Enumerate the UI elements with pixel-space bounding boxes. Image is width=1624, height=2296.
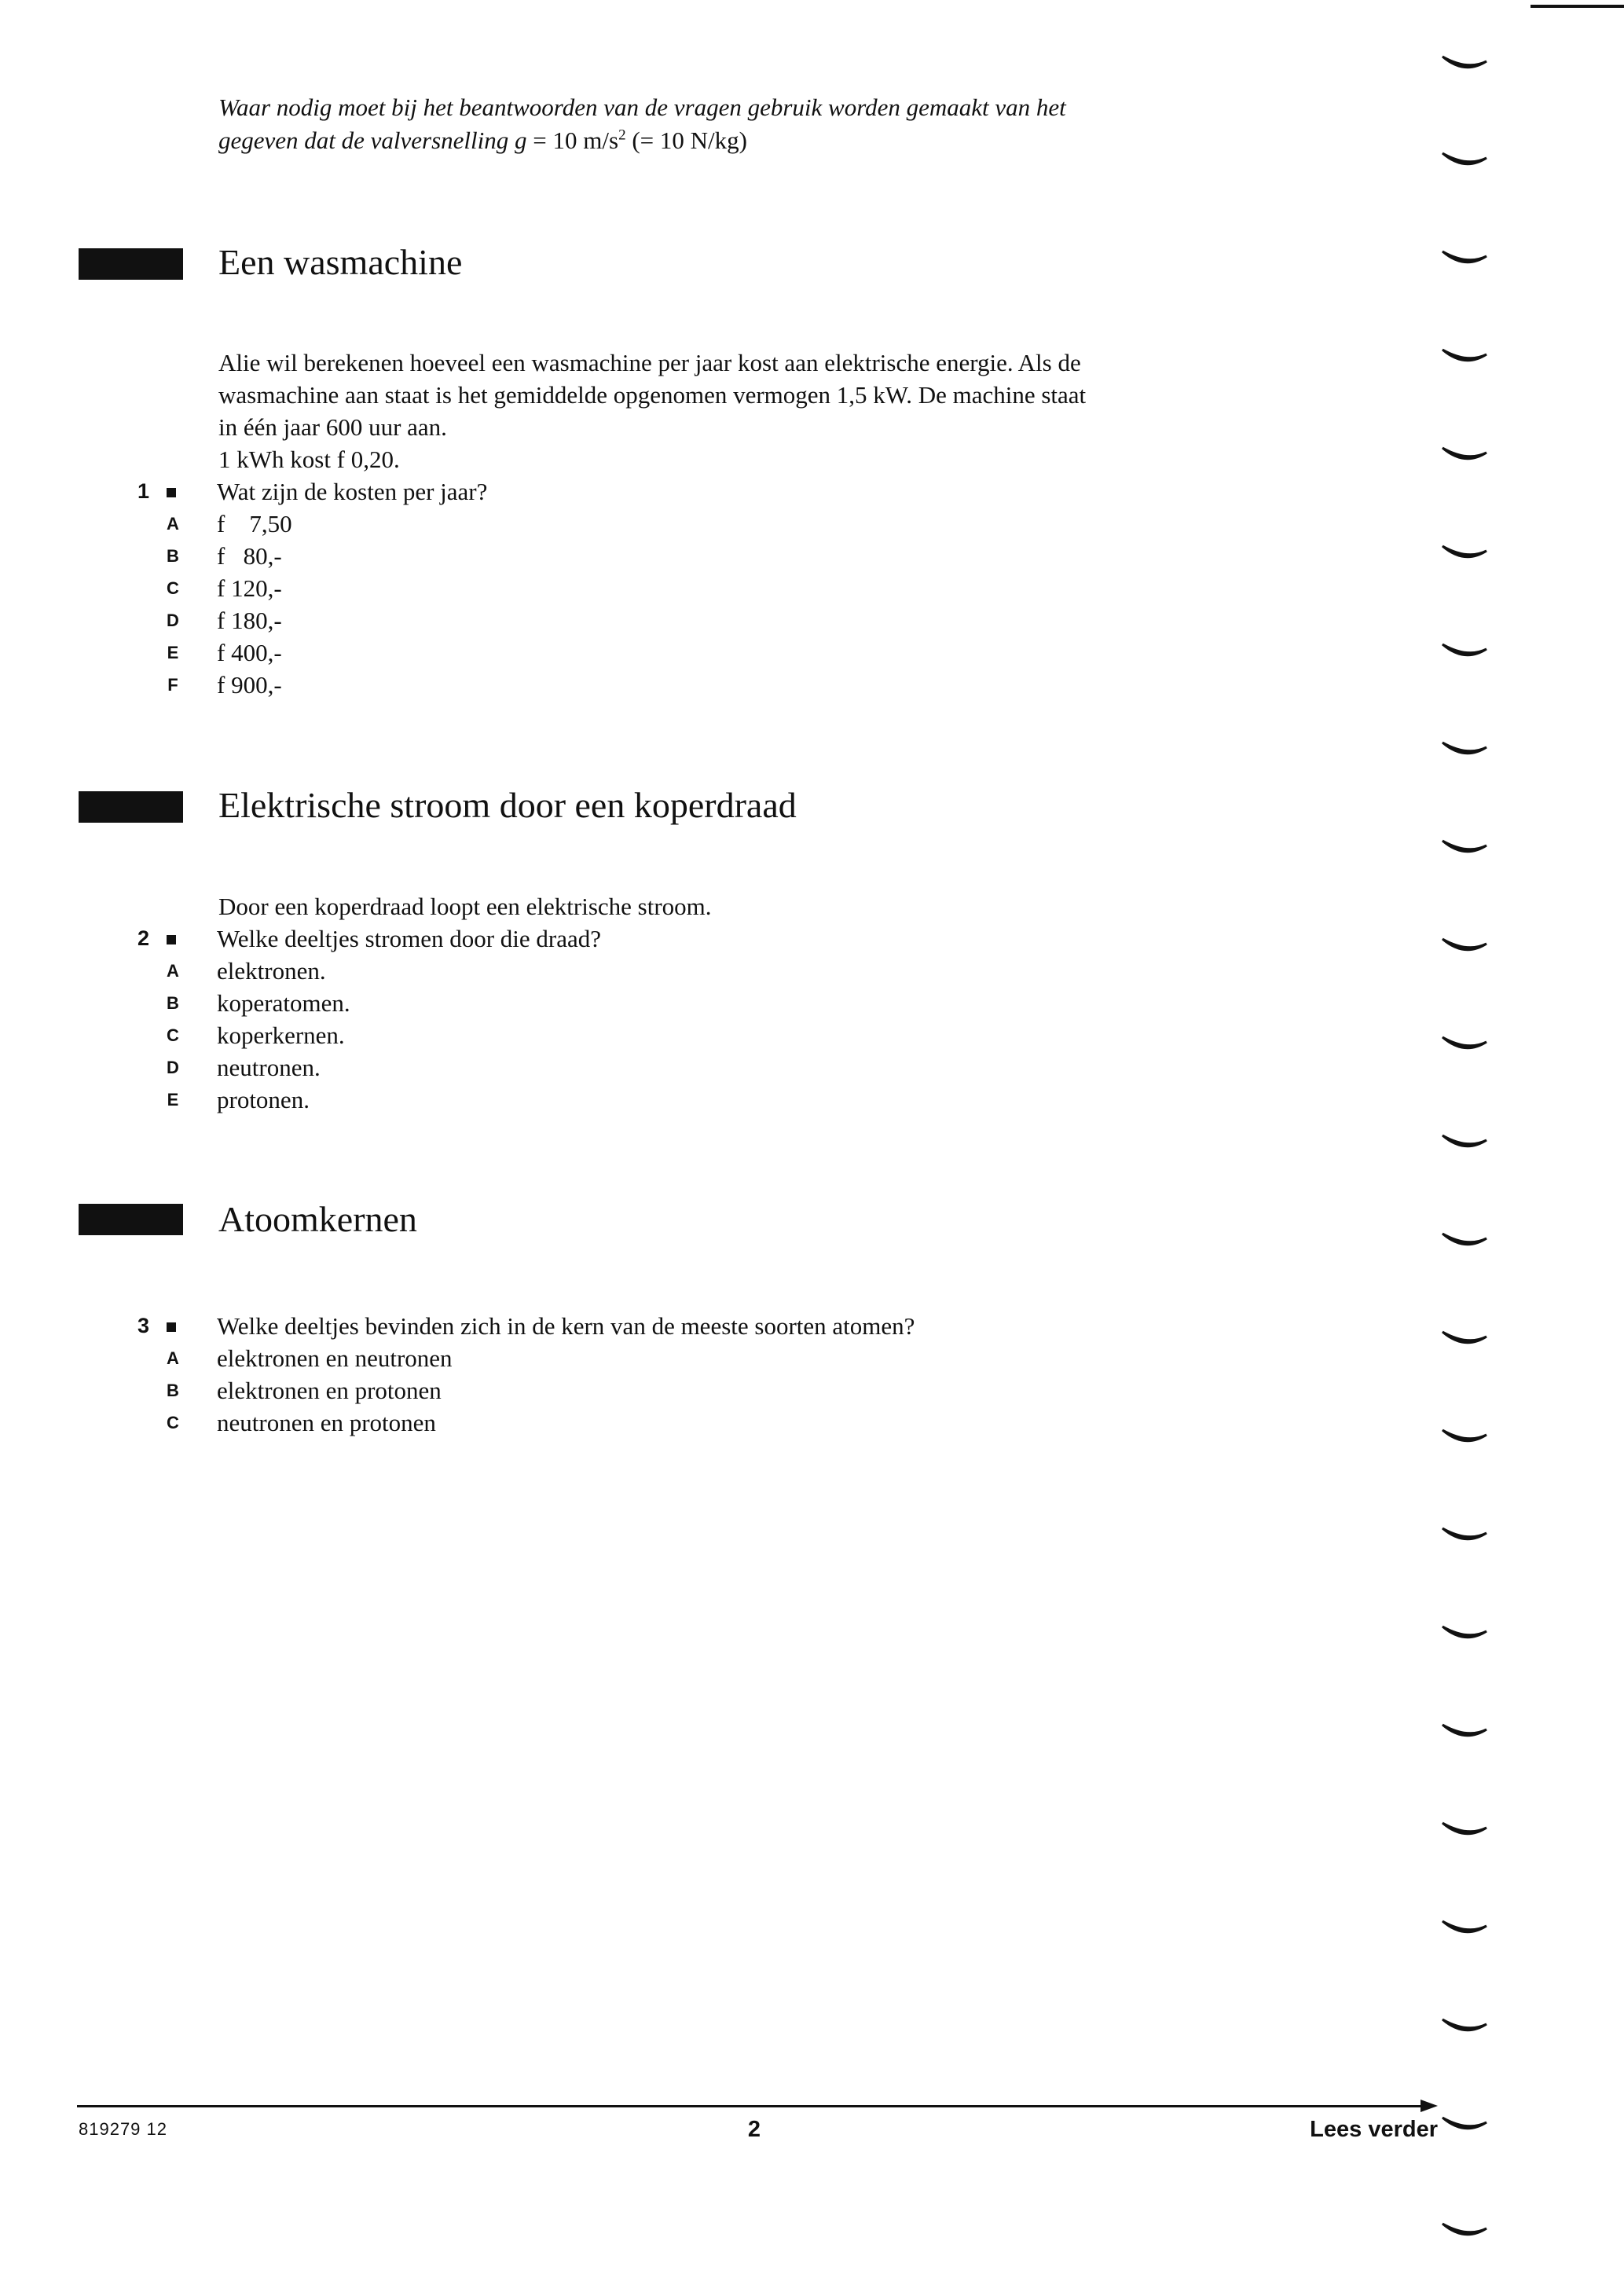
option-letter: A — [167, 961, 179, 981]
binding-mark — [1443, 1430, 1487, 1441]
option-letter: A — [167, 1348, 179, 1368]
question-marker — [167, 1322, 176, 1332]
question-marker — [167, 488, 176, 497]
option-letter: E — [167, 1090, 179, 1109]
option-text: neutronen en protonen — [217, 1409, 436, 1436]
page-number: 2 — [747, 2117, 761, 2142]
binding-mark — [1443, 448, 1487, 459]
option-letter: C — [167, 578, 179, 598]
binding-mark — [1443, 841, 1487, 852]
binding-mark — [1443, 2118, 1487, 2129]
section-marker-bar — [79, 791, 183, 823]
option-letter: B — [167, 993, 179, 1013]
binding-mark — [1443, 2224, 1487, 2235]
option-letter: B — [167, 1381, 179, 1400]
option-letter: B — [167, 546, 179, 566]
document-code: 819279 12 — [79, 2119, 167, 2139]
question-number: 3 — [137, 1314, 149, 1337]
option-text: f 400,- — [217, 639, 282, 666]
intro-line-1: Waar nodig moet bij het beantwoorden van de vragen gebruik worden gemaakt van het — [218, 94, 1066, 121]
intro-line-2: gegeven dat de valversnelling g = 10 $m/s^2$ (= 10 N/kg) — [218, 127, 747, 154]
option-text: elektronen en neutronen — [217, 1344, 453, 1372]
binding-mark — [1443, 1823, 1487, 1834]
binding-mark — [1443, 743, 1487, 754]
continue-label: Lees verder — [1310, 2117, 1438, 2142]
option-text: neutronen. — [217, 1054, 321, 1081]
option-letter: F — [167, 675, 178, 695]
intro-note — [218, 91, 1318, 157]
section-title: Elektrische stroom door een koperdraad — [218, 785, 797, 825]
binding-mark — [1443, 1627, 1487, 1638]
option-text: f 180,- — [217, 607, 282, 634]
binding-mark — [1443, 1037, 1487, 1048]
option-letter: D — [167, 1058, 179, 1077]
binding-mark — [1443, 939, 1487, 950]
binding-mark — [1443, 1135, 1487, 1146]
binding-mark — [1443, 1725, 1487, 1736]
question-marker — [167, 935, 176, 944]
question-text: Welke deeltjes bevinden zich in de kern van de meeste soorten atomen? — [217, 1312, 915, 1340]
option-text: f 120,- — [217, 574, 282, 602]
binding-mark — [1443, 57, 1487, 68]
option-letter: E — [167, 643, 179, 662]
option-text: koperkernen. — [217, 1021, 345, 1049]
option-text: koperatomen. — [217, 989, 350, 1017]
question-text: Wat zijn de kosten per jaar? — [217, 478, 488, 505]
section-marker-bar — [79, 248, 183, 280]
binding-mark — [1443, 644, 1487, 655]
option-text: f 80,- — [217, 542, 282, 570]
question-context: Alie wil berekenen hoeveel een wasmachine per jaar kost aan elektrische energie. Als de wasmachine aan staat is het gemiddelde opgenomen vermogen 1,5 kW. De machine staat in één jaar 600 uur aan. 1 kWh kost f 0,20. — [218, 349, 1087, 473]
option-letter: C — [167, 1413, 179, 1432]
binding-holes-icon — [1438, 0, 1532, 2296]
binding-mark — [1443, 546, 1487, 557]
option-letter: C — [167, 1025, 179, 1045]
binding-mark — [1443, 350, 1487, 361]
binding-mark — [1443, 2019, 1487, 2030]
arrow-right-icon — [1421, 2100, 1438, 2112]
option-letter: D — [167, 611, 179, 630]
binding-mark — [1443, 1234, 1487, 1245]
option-text: f 900,- — [217, 671, 282, 699]
section-title: Atoomkernen — [218, 1199, 417, 1239]
footer-rule — [77, 2105, 1425, 2107]
binding-mark — [1443, 1921, 1487, 1932]
question-number: 1 — [137, 479, 149, 503]
question-text: Welke deeltjes stromen door die draad? — [217, 925, 602, 952]
binding-mark — [1443, 251, 1487, 262]
option-letter: A — [167, 514, 179, 534]
binding-mark — [1443, 1332, 1487, 1343]
section-marker-bar — [79, 1204, 183, 1235]
section-title: Een wasmachine — [218, 242, 463, 282]
binding-mark — [1443, 153, 1487, 164]
option-text: f 7,50 — [217, 510, 292, 537]
binding-mark — [1443, 1528, 1487, 1539]
question-number: 2 — [137, 926, 149, 950]
option-text: elektronen en protonen — [217, 1377, 442, 1404]
option-text: elektronen. — [217, 957, 326, 985]
option-text: protonen. — [217, 1086, 310, 1113]
corner-rule — [1531, 5, 1624, 8]
question-context: Door een koperdraad loopt een elektrische stroom. — [218, 893, 712, 920]
